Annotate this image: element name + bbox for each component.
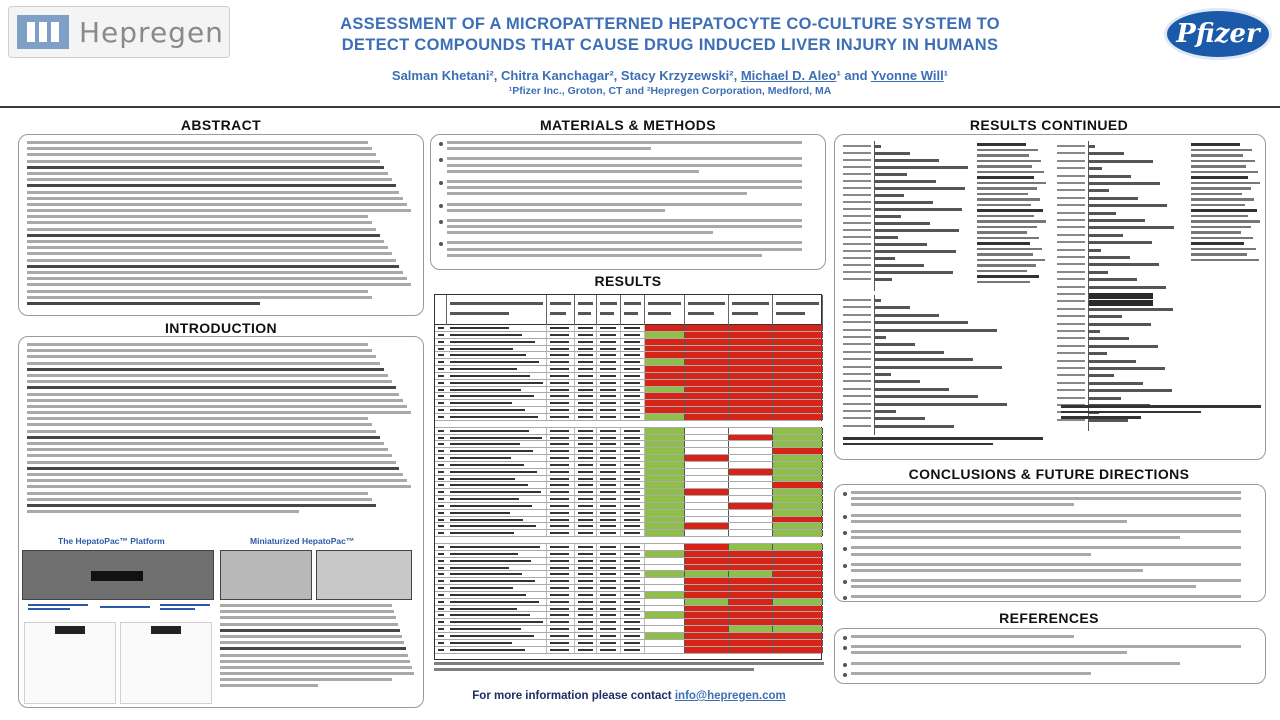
results-hbar-chart-3 — [841, 295, 1041, 435]
table-header-cell — [645, 295, 685, 325]
results-chart-2-annotation — [1191, 143, 1261, 283]
table-header-cell — [597, 295, 621, 325]
table-row — [435, 400, 821, 407]
figure-bar — [1089, 278, 1137, 281]
bullet-icon — [843, 580, 847, 584]
bullet-icon — [843, 564, 847, 568]
table-row — [435, 414, 821, 421]
text-line — [220, 641, 404, 644]
text-line — [27, 283, 411, 286]
table-row — [435, 619, 821, 626]
text-line — [27, 234, 380, 237]
figure-bar — [875, 250, 956, 253]
text-line — [27, 203, 407, 206]
text-line — [27, 271, 403, 274]
figure-bar — [1089, 160, 1153, 163]
text-line — [27, 302, 260, 305]
figure-bar — [875, 180, 936, 183]
table-row — [435, 523, 821, 530]
table-row — [435, 558, 821, 565]
text-line — [27, 411, 411, 414]
text-line — [27, 259, 396, 262]
table-row — [435, 530, 821, 537]
figure-bar — [1089, 382, 1143, 385]
bullet-icon — [843, 646, 847, 650]
table-row — [435, 325, 821, 332]
bullet-icon — [439, 142, 443, 146]
text-line — [27, 153, 376, 156]
conclusions-panel — [834, 484, 1266, 602]
results-heading: RESULTS — [594, 273, 662, 289]
table-row — [435, 571, 821, 578]
text-line — [27, 252, 392, 255]
figure-bar — [875, 410, 896, 413]
text-line — [27, 467, 399, 470]
text-line — [27, 355, 376, 358]
conclusions-text — [843, 491, 1257, 602]
text-line — [27, 178, 392, 181]
bullet-icon — [843, 531, 847, 535]
contact-email-link[interactable]: info@hepregen.com — [674, 690, 786, 702]
figure-bar — [875, 264, 924, 267]
bullet-item — [843, 514, 1257, 526]
figure-bar — [875, 152, 910, 155]
figure-bar — [1089, 315, 1122, 318]
table-row — [435, 544, 821, 551]
text-line — [27, 172, 388, 175]
table-row — [435, 633, 821, 640]
text-line — [220, 635, 402, 638]
references-list — [843, 635, 1257, 678]
materials-panel — [430, 134, 826, 270]
table-row — [435, 407, 821, 414]
figure-bar — [875, 166, 968, 169]
figure-bar — [1089, 330, 1100, 333]
text-line — [27, 498, 372, 501]
references-panel — [834, 628, 1266, 684]
figure-bar — [875, 194, 904, 197]
text-line — [27, 448, 388, 451]
text-line — [27, 492, 368, 495]
authors-and: ¹ and — [836, 68, 871, 83]
table-header-cell — [729, 295, 773, 325]
figure-bar — [1089, 397, 1121, 400]
text-line — [220, 629, 400, 632]
figure-bar — [1089, 286, 1166, 289]
bullet-icon — [843, 663, 847, 667]
text-line — [27, 479, 407, 482]
authors — [250, 68, 1090, 83]
figure-bar — [875, 388, 949, 391]
table-row — [435, 640, 821, 647]
text-line — [27, 265, 399, 268]
well-plate-image-2 — [316, 550, 412, 600]
table-header-cell — [685, 295, 729, 325]
table-row — [435, 606, 821, 613]
figure-bar — [1089, 189, 1109, 192]
figure-bar — [875, 321, 968, 324]
authors-prefix: Salman Khetani², Chitra Kanchagar², Stacy Krzyzewski², — [391, 68, 741, 83]
figure-bar — [875, 336, 886, 339]
text-line — [27, 374, 388, 377]
table-row — [435, 482, 821, 489]
well-plate-image-1 — [220, 550, 312, 600]
text-line — [27, 215, 368, 218]
bullet-icon — [439, 181, 443, 185]
figure-bar — [1089, 374, 1114, 377]
table-row — [435, 469, 821, 476]
table-row — [435, 626, 821, 633]
hepregen-logo — [8, 6, 230, 58]
table-row — [435, 448, 821, 455]
table-row — [435, 476, 821, 483]
bullet-item — [843, 645, 1257, 657]
figure-bar — [1089, 389, 1172, 392]
text-line — [27, 184, 396, 187]
abstract-panel — [18, 134, 424, 316]
table-row — [435, 387, 821, 394]
table-row — [435, 393, 821, 400]
text-line — [27, 228, 376, 231]
text-line — [27, 442, 384, 445]
bullet-item — [439, 180, 817, 199]
figure-bar — [875, 236, 898, 239]
text-line — [27, 504, 376, 507]
figure-bar — [875, 278, 892, 281]
bullet-item — [843, 491, 1257, 510]
text-line — [27, 417, 368, 420]
table-row — [435, 537, 821, 544]
figure-bar — [1089, 234, 1123, 237]
figure-bar — [1089, 345, 1158, 348]
bullet-item — [843, 530, 1257, 542]
table-row — [435, 592, 821, 599]
text-line — [27, 423, 372, 426]
text-line — [27, 386, 396, 389]
text-line — [27, 343, 368, 346]
bullet-item — [439, 203, 817, 215]
bullet-item — [843, 546, 1257, 558]
hepregen-logo-text: Hepregen — [79, 15, 224, 49]
figure-3-caption — [843, 437, 1043, 457]
micro-caption-3 — [160, 602, 210, 618]
table-row — [435, 612, 821, 619]
figure-bar — [1089, 175, 1131, 178]
figure-bar — [875, 380, 920, 383]
table-header-cell — [435, 295, 447, 325]
contact-prefix: For more information please contact — [472, 690, 675, 702]
author-aleo: Michael D. Aleo — [740, 68, 837, 83]
figure-bar — [875, 187, 965, 190]
results-chart-1-annotation — [977, 143, 1047, 303]
figure-bar — [875, 403, 1007, 406]
pfizer-logo: Pfizer — [1164, 8, 1272, 60]
figure-bar — [875, 257, 895, 260]
abstract-heading: ABSTRACT — [180, 117, 262, 133]
table-row — [435, 435, 821, 442]
results-table — [434, 294, 822, 660]
text-line — [27, 296, 372, 299]
text-line — [27, 191, 399, 194]
table-row — [435, 585, 821, 592]
table-header-cell — [447, 295, 547, 325]
bullet-icon — [439, 158, 443, 162]
figure-bar — [875, 366, 1002, 369]
figure-bar — [1089, 308, 1173, 311]
figure-bar — [1089, 152, 1124, 155]
intro-bar-chart-2 — [120, 622, 212, 704]
figure-bar — [1089, 323, 1151, 326]
table-row — [435, 339, 821, 346]
figure-bar — [875, 395, 978, 398]
bullet-icon — [843, 492, 847, 496]
bullet-icon — [843, 515, 847, 519]
text-line — [27, 405, 407, 408]
table-header-cell — [547, 295, 575, 325]
text-line — [220, 604, 392, 607]
bullet-item — [843, 662, 1257, 668]
figure-bar — [1089, 219, 1145, 222]
text-line — [220, 654, 408, 657]
text-line — [27, 473, 403, 476]
text-line — [27, 246, 388, 249]
text-line — [27, 380, 392, 383]
results-hbar-chart-1 — [841, 141, 973, 291]
table-row — [435, 359, 821, 366]
text-line — [27, 166, 384, 169]
text-line — [220, 678, 392, 681]
table-row — [435, 455, 821, 462]
text-line — [27, 209, 411, 212]
figure-bar — [1089, 241, 1152, 244]
table-row — [435, 421, 821, 428]
bullet-icon — [843, 547, 847, 551]
table-header-cell — [575, 295, 597, 325]
figure-bar — [875, 145, 881, 148]
figure-bar — [1089, 226, 1174, 229]
bullet-icon — [843, 673, 847, 677]
text-line — [27, 147, 372, 150]
bullet-item — [843, 635, 1257, 641]
figure-bar — [1089, 256, 1130, 259]
references-heading: REFERENCES — [999, 610, 1099, 626]
bullet-item — [439, 141, 817, 153]
poster-title-line-1: ASSESSMENT OF A MICROPATTERNED HEPATOCYTE CO-CULTURE SYSTEM TO — [340, 15, 1000, 33]
table-row — [435, 462, 821, 469]
table-row — [435, 503, 821, 510]
bullet-item — [843, 672, 1257, 678]
table-row — [435, 599, 821, 606]
figure-bar — [875, 243, 927, 246]
bullet-icon — [439, 204, 443, 208]
bullet-item — [843, 595, 1257, 602]
text-line — [27, 436, 380, 439]
text-line — [27, 399, 403, 402]
bullet-icon — [843, 636, 847, 640]
table-row — [435, 517, 821, 524]
figure-bar — [1089, 263, 1159, 266]
results-table-header — [435, 295, 821, 325]
title-block — [250, 14, 1090, 97]
bullet-item — [439, 241, 817, 260]
figure-bar — [1089, 167, 1102, 170]
table-row — [435, 565, 821, 572]
figure-bar — [875, 271, 953, 274]
figure-bar — [875, 373, 891, 376]
figure-bar — [1089, 352, 1107, 355]
table-row — [435, 496, 821, 503]
text-line — [27, 368, 384, 371]
contact-line — [434, 690, 824, 702]
micro-caption-1 — [28, 602, 88, 618]
figure-bar — [875, 306, 910, 309]
table-row — [435, 510, 821, 517]
table-header-cell — [621, 295, 645, 325]
text-line — [27, 221, 372, 224]
text-line — [220, 660, 410, 663]
table-row — [435, 332, 821, 339]
text-line — [27, 240, 384, 243]
table-row — [435, 551, 821, 558]
results-continued-heading: RESULTS CONTINUED — [969, 117, 1129, 133]
intro-bar-chart-1 — [24, 622, 116, 704]
results-hbar-chart-2 — [1055, 141, 1183, 431]
bullet-icon — [843, 596, 847, 600]
miniaturized-figure-label: Miniaturized HepatoPac™ — [250, 536, 355, 546]
text-line — [27, 393, 399, 396]
figure-bar — [1089, 271, 1108, 274]
table-row — [435, 346, 821, 353]
text-line — [220, 684, 318, 687]
materials-heading: MATERIALS & METHODS — [539, 117, 717, 133]
figure-bar — [1089, 249, 1101, 252]
bullet-item — [439, 219, 817, 238]
figure-bar — [875, 299, 881, 302]
figure-bar — [875, 159, 939, 162]
introduction-text — [27, 343, 415, 513]
table-row — [435, 380, 821, 387]
figure-bar — [1089, 300, 1153, 306]
bullet-icon — [439, 242, 443, 246]
bullet-item — [843, 579, 1257, 591]
figure-bar — [1089, 367, 1165, 370]
intro-figure-caption — [220, 604, 416, 704]
figure-bar — [1089, 204, 1167, 207]
table-row — [435, 578, 821, 585]
platform-figure-label: The HepatoPac™ Platform — [58, 536, 165, 546]
figure-bar — [875, 215, 901, 218]
text-line — [220, 616, 396, 619]
conclusions-heading: CONCLUSIONS & FUTURE DIRECTIONS — [908, 466, 1190, 482]
author-will: Yvonne Will — [870, 68, 944, 83]
hepregen-logo-icon — [17, 15, 69, 49]
table-row — [435, 352, 821, 359]
table-row — [435, 441, 821, 448]
affiliations: ¹Pfizer Inc., Groton, CT and ²Hepregen Corporation, Medford, MA — [508, 85, 832, 97]
figure-bar — [875, 425, 954, 428]
text-line — [27, 277, 407, 280]
figure-bar — [875, 229, 959, 232]
text-line — [27, 454, 392, 457]
results-table-body — [435, 325, 821, 654]
text-line — [220, 672, 414, 675]
figure-bar — [1089, 182, 1160, 185]
text-line — [220, 666, 412, 669]
materials-text — [439, 141, 817, 260]
text-line — [27, 141, 368, 144]
table-row — [435, 366, 821, 373]
figure-bar — [875, 173, 907, 176]
figure-bar — [875, 417, 925, 420]
figure-4-caption — [1061, 405, 1261, 425]
poster-header — [0, 0, 1280, 108]
figure-bar — [875, 222, 930, 225]
poster-title-line-2: DETECT COMPOUNDS THAT CAUSE DRUG INDUCED LIVER INJURY IN HUMANS — [341, 36, 999, 54]
authors-suffix: ¹ — [943, 68, 949, 83]
figure-bar — [875, 201, 933, 204]
text-line — [27, 197, 403, 200]
text-line — [27, 510, 299, 513]
text-line — [220, 610, 394, 613]
figure-bar — [1089, 293, 1153, 299]
table-row — [435, 428, 821, 435]
figure-bar — [875, 329, 997, 332]
figure-bar — [875, 343, 915, 346]
figure-bar — [1089, 212, 1116, 215]
bullet-item — [439, 157, 817, 176]
text-line — [27, 485, 411, 488]
table-row — [435, 647, 821, 654]
figure-bar — [875, 351, 944, 354]
text-line — [27, 160, 380, 163]
micropattern-image — [22, 550, 214, 600]
abstract-text — [27, 141, 415, 305]
bullet-icon — [439, 220, 443, 224]
table-row — [435, 373, 821, 380]
figure-bar — [1089, 145, 1095, 148]
text-line — [27, 430, 376, 433]
text-line — [27, 290, 368, 293]
results-continued-panel — [834, 134, 1266, 460]
text-line — [220, 623, 398, 626]
figure-bar — [1089, 337, 1129, 340]
text-line — [220, 647, 406, 650]
figure-bar — [875, 314, 939, 317]
figure-bar — [875, 208, 962, 211]
results-table-caption — [434, 662, 824, 674]
text-line — [27, 461, 396, 464]
text-line — [27, 362, 380, 365]
text-line — [27, 349, 372, 352]
figure-bar — [1089, 360, 1136, 363]
micro-caption-2 — [100, 606, 150, 616]
figure-bar — [1089, 197, 1138, 200]
bullet-item — [843, 563, 1257, 575]
table-row — [435, 489, 821, 496]
figure-bar — [875, 358, 973, 361]
table-header-cell — [773, 295, 823, 325]
introduction-heading: INTRODUCTION — [164, 320, 278, 336]
